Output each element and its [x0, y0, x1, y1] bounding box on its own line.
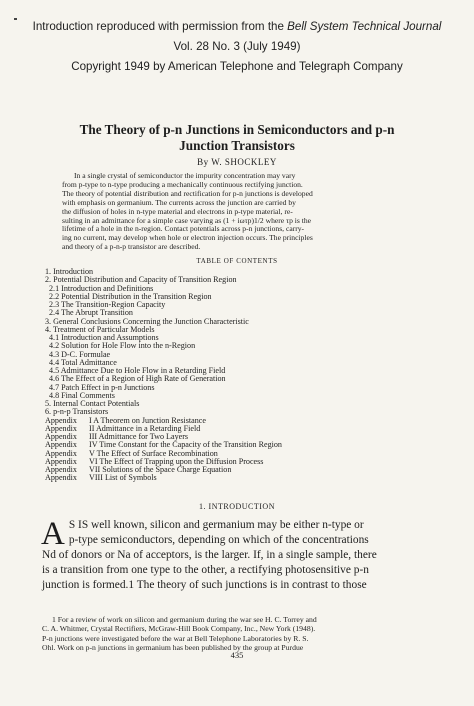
section-heading: 1. INTRODUCTION [199, 502, 275, 511]
copyright-line: Copyright 1949 by American Telephone and Telegraph Company [71, 60, 403, 73]
appendix-label: Appendix [45, 423, 77, 433]
body-line: S IS well known, silicon and germanium may be either n-type or [68, 519, 364, 531]
footnote-line: P-n junctions were investigated before the war at Bell Telephone Laboratories by R. S. [42, 633, 309, 643]
volume-line: Vol. 28 No. 3 (July 1949) [173, 40, 301, 53]
body-line: Nd of donors or Na of acceptors, is the larger. If, in a single sample, there [42, 549, 377, 562]
abstract-line: ing no current, may develop when hole or electron injection occurs. The principles [62, 234, 313, 243]
drop-cap: A [41, 516, 65, 552]
abstract-line: In a single crystal of semiconductor the impurity concentration may vary [74, 172, 296, 180]
introduction-text [42, 518, 434, 593]
toc-entry: 5. Internal Contact Potentials [45, 399, 140, 408]
toc-entry: 2.1 Introduction and Definitions [49, 283, 154, 293]
toc-entry: 4.4 Total Admittance [49, 357, 117, 367]
author-byline: By W. SHOCKLEY [197, 157, 277, 167]
toc-entry: 4.2 Solution for Hole Flow into the n-Region [49, 341, 196, 351]
appendix-title: I A Theorem on Junction Resistance [89, 415, 206, 425]
toc-entry: 4.6 The Effect of a Region of High Rate of Generation [49, 374, 226, 384]
toc-entry: 2.3 The Transition-Region Capacity [49, 300, 166, 309]
toc-entry: 2.4 The Abrupt Transition [49, 308, 133, 318]
appendix-label: Appendix [45, 415, 77, 425]
footnote-line: C. A. Whitmer, Crystal Rectifiers, McGraw-Hill Book Company, Inc., New York (1948). [42, 624, 316, 634]
toc-entry: 1. Introduction [45, 267, 94, 276]
page-number: 435 [230, 650, 244, 660]
abstract [62, 172, 412, 252]
toc-entry: 4.7 Patch Effect in p-n Junctions [49, 382, 155, 392]
reprint-notice-text: Introduction reproduced with permission from the [32, 20, 288, 33]
article-title [0, 122, 474, 154]
appendix-label: Appendix [45, 465, 77, 474]
body-line: is a transition from one type to the other, a rectifying photosensitive p-n [42, 564, 369, 577]
toc-entry: 6. p-n-p Transistors [45, 407, 109, 417]
reprint-notice [0, 20, 474, 33]
abstract-line: the diffusion of holes in n-type material and electrons in p-type material, re- [62, 207, 293, 216]
body-line: p-type semiconductors, depending on which of the concentrations [68, 534, 369, 547]
toc-entry: 4. Treatment of Particular Models [45, 324, 155, 334]
appendix-title: VIII List of Symbols [89, 473, 157, 483]
toc-entry: 2.2 Potential Distribution in the Transition Region [49, 291, 212, 301]
appendix-label: Appendix [45, 432, 77, 441]
toc-entry: 4.8 Final Comments [49, 390, 115, 400]
appendix-title: VII Solutions of the Space Charge Equation [89, 465, 232, 474]
article-title-line: The Theory of p-n Junctions in Semiconductors and p-n [79, 122, 395, 137]
toc-appendix [45, 474, 425, 482]
footnote [42, 615, 434, 653]
footnote-line: Ohl. Work on p-n junctions in germanium has been published by the group at Purdue [42, 643, 304, 653]
abstract-line: lifetime of a hole in the n-region. Contact potentials across p-n junctions, carry- [62, 225, 305, 234]
footnote-line: 1 For a review of work on silicon and germanium during the war see H. C. Torrey and [52, 615, 317, 624]
toc-entry: 4.3 D-C. Formulae [49, 349, 111, 359]
abstract-line: sulting in an admittance for a simple case varying as (1 + iωτp)1/2 where τp is the [62, 216, 312, 225]
appendix-title: III Admittance for Two Layers [89, 432, 189, 441]
body-line: junction is formed.1 The theory of such junctions is in contrast to those [42, 579, 367, 592]
toc-entry: 4.1 Introduction and Assumptions [49, 333, 159, 342]
appendix-title: II Admittance in a Retarding Field [89, 423, 201, 433]
table-of-contents [45, 268, 425, 483]
toc-entry: 3. General Conclusions Concerning the Junction Characteristic [45, 316, 249, 326]
appendix-title: VI The Effect of Trapping upon the Diffusion Process [89, 456, 264, 466]
abstract-line: from p-type to n-type producing a mechanically continuous rectifying junction. [62, 180, 303, 189]
appendix-label: Appendix [45, 440, 77, 450]
appendix-label: Appendix [45, 456, 77, 466]
toc-heading: TABLE OF CONTENTS [196, 257, 278, 265]
appendix-title: V The Effect of Surface Recombination [89, 448, 218, 458]
abstract-line: The theory of potential distribution and rectification for p-n junctions is developed [62, 189, 313, 198]
journal-name: Bell System Technical Journal [287, 20, 442, 33]
appendix-label: Appendix [45, 473, 77, 483]
toc-entry: 2. Potential Distribution and Capacity of Transition Region [45, 275, 237, 285]
appendix-title: IV Time Constant for the Capacity of the Transition Region [89, 440, 282, 450]
abstract-line: and theory of a p-n-p transistor are described. [62, 243, 201, 252]
toc-entry: 4.5 Admittance Due to Hole Flow in a Retarding Field [49, 366, 226, 375]
appendix-label: Appendix [45, 448, 77, 458]
abstract-line: with emphasis on germanium. The currents across the junction are carried by [62, 198, 296, 207]
article-title-line: Junction Transistors [179, 138, 295, 153]
